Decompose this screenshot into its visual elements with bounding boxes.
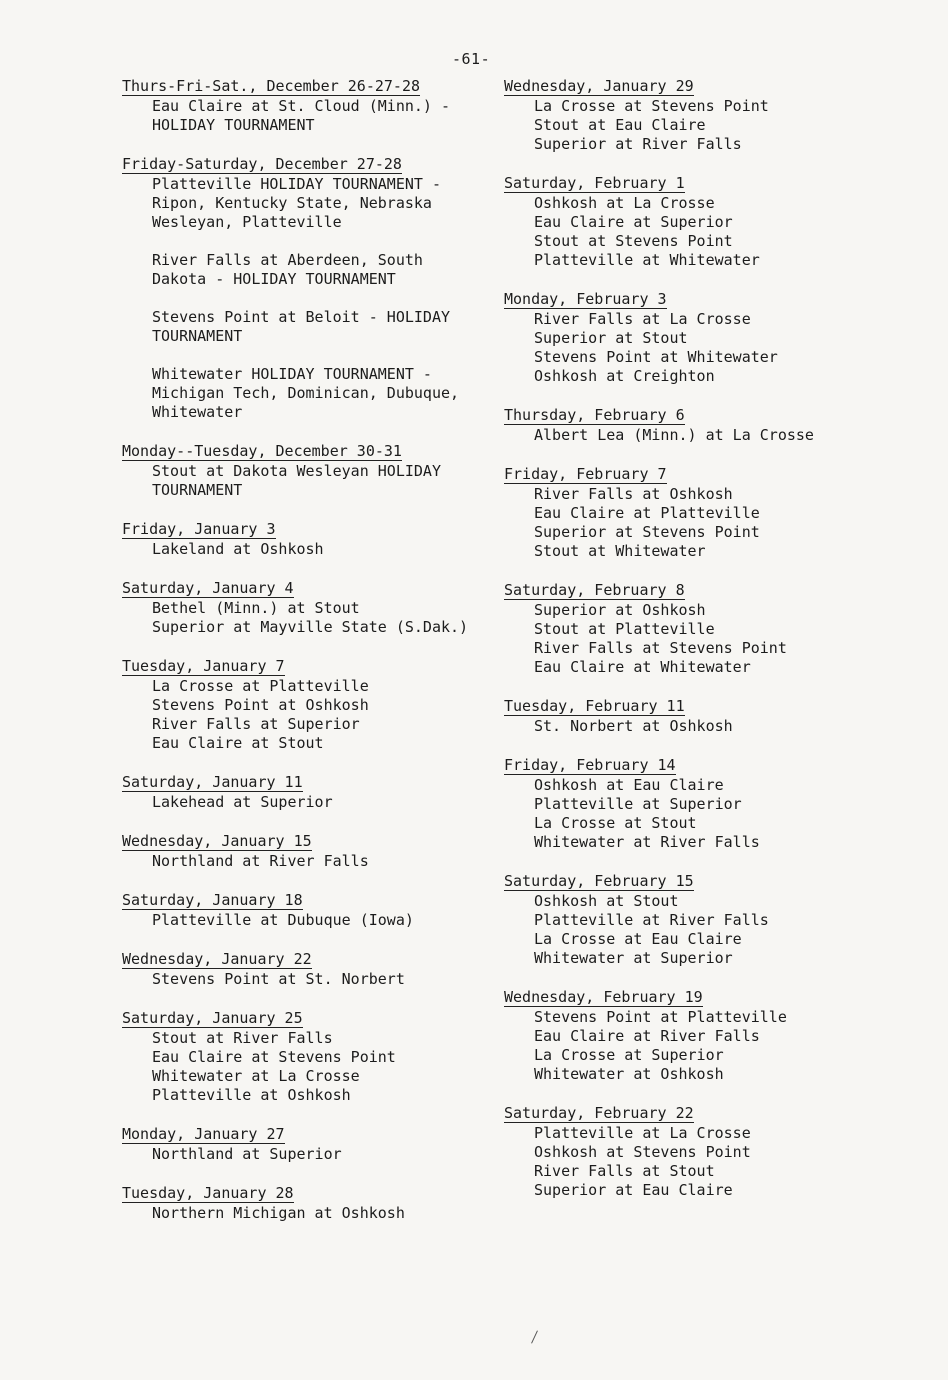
date-heading: Wednesday, January 15 (122, 832, 312, 850)
schedule-date-section (504, 405, 909, 445)
game-list (152, 677, 527, 753)
game-entry: Wesleyan, Platteville (152, 213, 342, 231)
date-heading: Friday, February 14 (504, 756, 676, 774)
date-heading: Saturday, January 11 (122, 773, 303, 791)
game-list (152, 911, 527, 930)
game-entry: Eau Claire at Stevens Point (152, 1048, 396, 1066)
game-entry: Northland at River Falls (152, 852, 369, 870)
game-list (534, 1124, 909, 1200)
game-entry: Oshkosh at Eau Claire (534, 776, 724, 794)
schedule-date-section (122, 831, 527, 871)
game-entry: Platteville HOLIDAY TOURNAMENT - (152, 175, 441, 193)
schedule-date-section (122, 949, 527, 989)
game-entry: Stevens Point at Platteville (534, 1008, 787, 1026)
game-entry: Northern Michigan at Oshkosh (152, 1204, 405, 1222)
game-entry: Lakeland at Oshkosh (152, 540, 324, 558)
game-entry: Superior at Eau Claire (534, 1181, 733, 1199)
schedule-date-section (504, 696, 909, 736)
date-heading: Saturday, February 1 (504, 174, 685, 192)
game-list (152, 1204, 527, 1223)
game-entry: Superior at Mayville State (S.Dak.) (152, 618, 469, 636)
game-list (152, 97, 527, 135)
game-list (534, 717, 909, 736)
game-entry: Platteville at Dubuque (Iowa) (152, 911, 414, 929)
game-entry: La Crosse at Stevens Point (534, 97, 769, 115)
date-heading: Wednesday, January 29 (504, 77, 694, 95)
game-entry: Oshkosh at Stevens Point (534, 1143, 751, 1161)
date-heading: Saturday, February 15 (504, 872, 694, 890)
game-entry: Oshkosh at Creighton (534, 367, 715, 385)
game-list (534, 485, 909, 561)
game-entry: Platteville at Whitewater (534, 251, 760, 269)
game-entry: Eau Claire at River Falls (534, 1027, 760, 1045)
schedule-date-section (504, 464, 909, 561)
schedule-date-section (504, 173, 909, 270)
date-heading: Monday, January 27 (122, 1125, 285, 1143)
game-entry: St. Norbert at Oshkosh (534, 717, 733, 735)
date-heading: Wednesday, January 22 (122, 950, 312, 968)
game-entry: Stevens Point at Oshkosh (152, 696, 369, 714)
game-list (534, 97, 909, 154)
schedule-date-section (504, 871, 909, 968)
game-entry: Stevens Point at Whitewater (534, 348, 778, 366)
game-entry: Stout at Eau Claire (534, 116, 706, 134)
game-entry: Stevens Point at St. Norbert (152, 970, 405, 988)
game-list (534, 194, 909, 270)
schedule-date-section (122, 1183, 527, 1223)
date-heading: Tuesday, January 7 (122, 657, 285, 675)
schedule-date-section (122, 154, 527, 422)
game-list (152, 793, 527, 812)
page-number: -61- (452, 50, 491, 68)
schedule-date-section (122, 76, 527, 135)
date-heading: Wednesday, February 19 (504, 988, 703, 1006)
schedule-date-section (122, 1008, 527, 1105)
schedule-date-section (504, 289, 909, 386)
date-heading: Friday, February 7 (504, 465, 667, 483)
game-entry: Platteville at La Crosse (534, 1124, 751, 1142)
game-entry: Lakehead at Superior (152, 793, 333, 811)
game-entry: Albert Lea (Minn.) at La Crosse (534, 426, 814, 444)
game-entry: Superior at Oshkosh (534, 601, 706, 619)
game-entry: Eau Claire at Platteville (534, 504, 760, 522)
schedule-date-section (504, 755, 909, 852)
game-entry: River Falls at Aberdeen, South (152, 251, 423, 269)
game-list (152, 175, 527, 422)
game-entry: River Falls at Oshkosh (534, 485, 733, 503)
game-list (152, 540, 527, 559)
game-entry: River Falls at Superior (152, 715, 360, 733)
game-entry: Oshkosh at La Crosse (534, 194, 715, 212)
game-list (152, 852, 527, 871)
game-list (152, 462, 527, 500)
date-heading: Saturday, February 8 (504, 581, 685, 599)
date-heading: Friday, January 3 (122, 520, 276, 538)
game-list (534, 892, 909, 968)
date-heading: Thurs-Fri-Sat., December 26-27-28 (122, 77, 421, 95)
game-entry: Whitewater (152, 403, 243, 421)
game-entry: Superior at River Falls (534, 135, 742, 153)
game-list (152, 970, 527, 989)
schedule-date-section (504, 987, 909, 1084)
game-entry: La Crosse at Superior (534, 1046, 724, 1064)
game-list (534, 310, 909, 386)
game-entry: Whitewater at River Falls (534, 833, 760, 851)
game-entry: Dakota - HOLIDAY TOURNAMENT (152, 270, 396, 288)
schedule-date-section (122, 441, 527, 500)
game-entry: Bethel (Minn.) at Stout (152, 599, 360, 617)
date-heading: Monday, February 3 (504, 290, 667, 308)
game-entry: Eau Claire at St. Cloud (Minn.) - (152, 97, 451, 115)
game-entry: Whitewater at Oshkosh (534, 1065, 724, 1083)
game-entry: Stout at Dakota Wesleyan HOLIDAY (152, 462, 441, 480)
date-heading: Saturday, January 18 (122, 891, 303, 909)
schedule-column-right (504, 76, 909, 1219)
game-entry: Eau Claire at Whitewater (534, 658, 751, 676)
game-list (152, 599, 527, 637)
date-heading: Tuesday, January 28 (122, 1184, 294, 1202)
game-entry: River Falls at Stout (534, 1162, 715, 1180)
game-list (534, 1008, 909, 1084)
game-entry: River Falls at La Crosse (534, 310, 751, 328)
schedule-date-section (504, 1103, 909, 1200)
pen-mark (531, 1330, 538, 1343)
game-entry: Stout at Platteville (534, 620, 715, 638)
schedule-date-section (122, 772, 527, 812)
date-heading: Tuesday, February 11 (504, 697, 685, 715)
game-entry: Platteville at Superior (534, 795, 742, 813)
game-entry: Stout at Stevens Point (534, 232, 733, 250)
game-entry: La Crosse at Platteville (152, 677, 369, 695)
game-entry: TOURNAMENT (152, 481, 243, 499)
schedule-date-section (122, 519, 527, 559)
game-entry: Oshkosh at Stout (534, 892, 679, 910)
schedule-date-section (504, 580, 909, 677)
game-entry: Whitewater HOLIDAY TOURNAMENT - (152, 365, 432, 383)
schedule-date-section (504, 76, 909, 154)
date-heading: Saturday, February 22 (504, 1104, 694, 1122)
date-heading: Saturday, January 4 (122, 579, 294, 597)
schedule-column-left (122, 76, 527, 1242)
game-entry: La Crosse at Eau Claire (534, 930, 742, 948)
game-entry: Michigan Tech, Dominican, Dubuque, (152, 384, 460, 402)
game-entry: Stout at River Falls (152, 1029, 333, 1047)
game-list (152, 1029, 527, 1105)
game-list (152, 1145, 527, 1164)
game-entry: Stout at Whitewater (534, 542, 706, 560)
game-entry: Platteville at River Falls (534, 911, 769, 929)
date-heading: Monday--Tuesday, December 30-31 (122, 442, 402, 460)
game-list (534, 776, 909, 852)
game-entry: Stevens Point at Beloit - HOLIDAY (152, 308, 451, 326)
schedule-date-section (122, 578, 527, 637)
schedule-date-section (122, 1124, 527, 1164)
game-entry: Platteville at Oshkosh (152, 1086, 351, 1104)
game-entry: Eau Claire at Stout (152, 734, 324, 752)
game-entry: Ripon, Kentucky State, Nebraska (152, 194, 432, 212)
game-entry: Whitewater at La Crosse (152, 1067, 360, 1085)
schedule-date-section (122, 890, 527, 930)
game-entry: Superior at Stevens Point (534, 523, 760, 541)
game-entry: Northland at Superior (152, 1145, 342, 1163)
date-heading: Saturday, January 25 (122, 1009, 303, 1027)
game-list (534, 426, 909, 445)
date-heading: Thursday, February 6 (504, 406, 685, 424)
date-heading: Friday-Saturday, December 27-28 (122, 155, 402, 173)
game-entry: La Crosse at Stout (534, 814, 697, 832)
schedule-date-section (122, 656, 527, 753)
game-entry: River Falls at Stevens Point (534, 639, 787, 657)
game-entry: Superior at Stout (534, 329, 688, 347)
game-entry: Eau Claire at Superior (534, 213, 733, 231)
game-entry: TOURNAMENT (152, 327, 243, 345)
game-list (534, 601, 909, 677)
game-entry: HOLIDAY TOURNAMENT (152, 116, 315, 134)
game-entry: Whitewater at Superior (534, 949, 733, 967)
